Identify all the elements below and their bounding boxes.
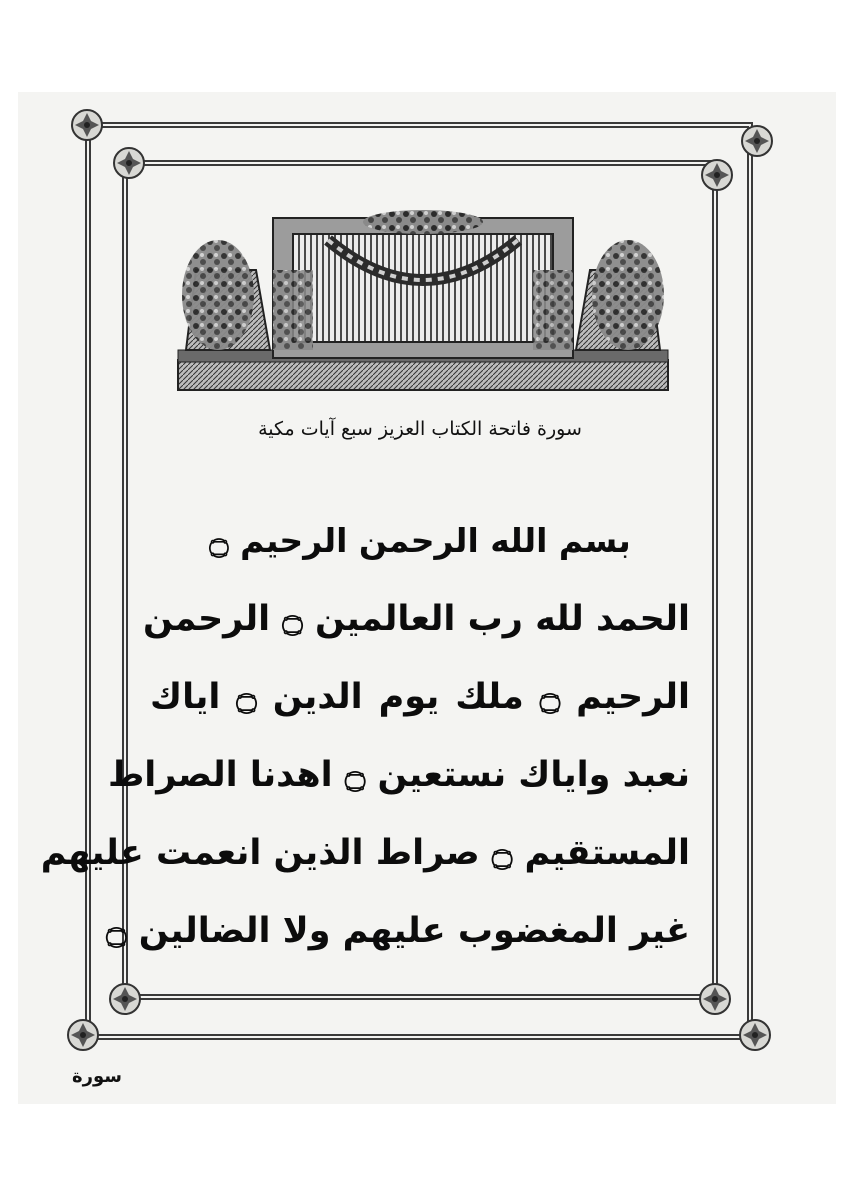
catchword: سورة bbox=[72, 1066, 122, 1087]
verse-block bbox=[40, 502, 690, 962]
surah-title: سورة فاتحة الكتاب العزيز سبع آيات مكية bbox=[258, 418, 582, 440]
rosette-icon bbox=[66, 1018, 100, 1052]
rosette-icon bbox=[698, 982, 732, 1016]
rosette-icon bbox=[108, 982, 142, 1016]
rosette-icon bbox=[70, 108, 104, 142]
rosette-icon bbox=[700, 158, 734, 192]
rosette-icon bbox=[738, 1018, 772, 1052]
verse-line: بسم الله الرحمن الرحيم ۝ bbox=[209, 521, 631, 560]
rosette-icon bbox=[740, 124, 774, 158]
verse-line: الحمد لله رب العالمين ۝ الرحمن bbox=[143, 599, 690, 639]
verse-line: غير المغضوب عليهم ولا الضالين ۝ bbox=[106, 911, 690, 951]
ornamental-header-icon bbox=[178, 210, 668, 392]
verse-line: نعبد واياك نستعين ۝ اهدنا الصراط bbox=[107, 755, 690, 795]
verse-line: المستقيم ۝ صراط الذين انعمت عليهم bbox=[40, 833, 690, 873]
rosette-icon bbox=[112, 146, 146, 180]
verse-line: الرحيم ۝ ملك يوم الدين ۝ اياك bbox=[150, 677, 690, 717]
